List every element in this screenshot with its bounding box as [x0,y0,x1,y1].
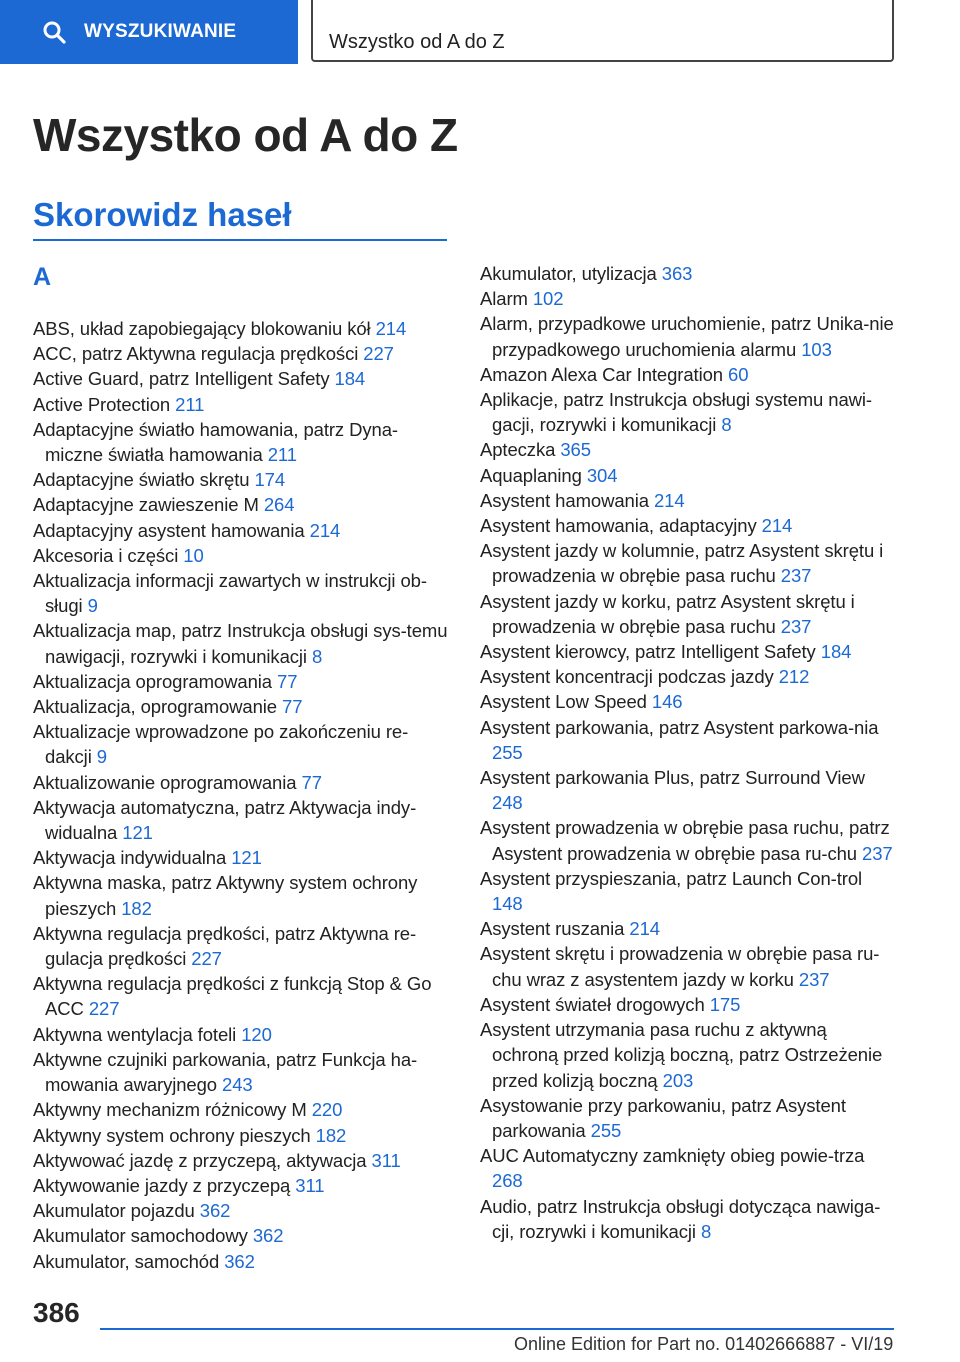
footer-divider [100,1328,894,1330]
index-entry [480,866,896,916]
index-entry-page-link[interactable]: 311 [371,1149,401,1171]
index-entry-text: Akumulator samochodowy [33,1225,248,1247]
index-entry-page-link[interactable]: 60 [728,363,749,385]
index-entry-text: Alarm, przypadkowe uruchomienie, patrz Unika-nie przypadkowego uruchomienia alarmu [480,313,894,360]
index-entry [33,341,449,366]
index-entry-page-link[interactable]: 212 [778,666,810,688]
index-entry [480,1093,896,1143]
index-entry-text: Aquaplaning [480,464,582,486]
index-entry-text: Asystent prowadzenia w obrębie pasa ruchu, patrz Asystent prowadzenia w obrębie pasa ru-chu [480,817,890,864]
index-entry [33,543,449,568]
index-entry-text: Aktywacja indywidualna [33,847,227,869]
index-entry-text: Aktywowanie jazdy z przyczepą [33,1174,291,1196]
index-entry [33,392,449,417]
search-tab-label: WYSZUKIWANIE [84,21,237,42]
index-entry-page-link[interactable]: 146 [651,691,683,713]
page-number: 386 [33,1297,80,1328]
index-entry-text: Aktualizacja, oprogramowanie [33,696,277,718]
index-entry [33,1022,449,1047]
index-entry-text: Asystent Low Speed [480,691,647,713]
index-entry [33,1148,449,1173]
index-entry-page-link[interactable]: 121 [231,847,262,869]
index-entry [33,1097,449,1122]
index-entry-text: Asystowanie przy parkowaniu, patrz Asystent parkowania [480,1094,846,1141]
index-entry-text: Aktywna maska, patrz Aktywny system ochrony pieszych [33,872,418,919]
index-entry-page-link[interactable]: 264 [263,494,295,516]
index-entry-text: Active Protection [33,393,171,415]
index-entry [480,513,896,538]
index-entry-page-link[interactable]: 77 [301,771,322,793]
index-entry [480,538,896,588]
index-entry-text: Asystent hamowania [480,489,649,511]
index-entry [480,437,896,462]
index-entry-page-link[interactable]: 304 [586,464,618,486]
index-entry-text: Adaptacyjny asystent hamowania [33,519,305,541]
index-entry [480,715,896,765]
index-entry-text: Aktywne czujniki parkowania, patrz Funkcja ha-mowania awaryjnego [33,1048,418,1096]
index-entry-page-link[interactable]: 255 [492,741,523,763]
top-navigation-bar [0,0,960,66]
index-entry-text: Asystent ruszania [480,918,625,940]
index-entry [480,916,896,941]
index-entry-page-link[interactable]: 268 [492,1170,523,1192]
index-entry [33,845,449,870]
index-entry-page-link[interactable]: 214 [309,519,341,541]
index-entry-page-link[interactable]: 227 [363,343,394,365]
index-entry-text: Amazon Alexa Car Integration [480,363,723,385]
index-entry [33,417,449,467]
index-entry-text: Asystent hamowania, adaptacyjny [480,515,757,537]
index-entry-page-link[interactable]: 311 [295,1174,325,1196]
index-entry-page-link[interactable]: 182 [315,1124,347,1146]
index-entry-text: Akumulator, samochód [33,1250,220,1272]
index-entry-text: Adaptacyjne światło skrętu [33,469,250,491]
index-entry [480,1194,896,1244]
index-entry [480,387,896,437]
search-tab-button[interactable] [0,0,298,64]
index-entry-page-link[interactable]: 362 [199,1200,231,1222]
index-entry [480,815,896,865]
index-letter-heading: A [33,263,52,291]
index-entry-page-link[interactable]: 8 [312,645,323,667]
index-entry-page-link[interactable]: 103 [801,338,832,360]
index-entry-page-link[interactable]: 184 [334,368,366,390]
index-entry [480,664,896,689]
index-entry-page-link[interactable]: 227 [191,948,222,970]
chapter-tab-label: Wszystko od A do Z [329,31,505,53]
index-entry-text: ABS, układ zapobiegający blokowaniu kół [33,318,371,339]
index-entry [33,568,449,618]
index-entry-text: Aktywna regulacja prędkości z funkcją Stop & Go ACC [33,973,432,1020]
index-entry [33,316,449,341]
index-entry-page-link[interactable]: 220 [311,1099,343,1121]
index-entry-page-link[interactable]: 182 [121,897,152,919]
index-entry-page-link[interactable]: 9 [87,595,98,617]
index-entry [33,366,449,391]
index-entry-text: Aktualizacja oprogramowania [33,670,272,692]
index-entry-page-link[interactable]: 8 [721,414,732,436]
page-title: Wszystko od A do Z [33,109,458,161]
index-entry-page-link[interactable]: 362 [252,1225,284,1247]
index-entry-page-link[interactable]: 77 [277,670,298,692]
index-entry [480,765,896,815]
index-entry-text: Asystent parkowania, patrz Asystent parkowa-nia [480,716,879,738]
index-entry [33,971,449,1021]
index-entry-text: Active Guard, patrz Intelligent Safety [33,368,330,390]
index-entry [480,941,896,991]
index-entry-page-link[interactable]: 237 [862,842,893,864]
index-entry-text: Aktualizowanie oprogramowania [33,771,297,793]
index-entry-page-link[interactable]: 243 [222,1074,253,1096]
index-entry-text: Akcesoria i części [33,544,179,566]
section-divider [33,239,447,241]
index-entry-page-link[interactable]: 255 [590,1119,622,1141]
index-entry-page-link[interactable]: 77 [282,696,303,718]
index-entry-page-link[interactable]: 237 [780,565,812,587]
index-entry [33,669,449,694]
index-entry-page-link[interactable]: 237 [798,968,830,990]
index-entry-page-link[interactable]: 10 [183,544,204,566]
index-entry-page-link[interactable]: 248 [492,792,523,814]
index-entry [33,467,449,492]
index-entry-text: Asystent jazdy w korku, patrz Asystent skrętu i prowadzenia w obrębie pasa ruchu [480,590,855,637]
index-entry [480,463,896,488]
index-entry-text: Asystent świateł drogowych [480,993,705,1015]
index-entry [33,1047,449,1097]
index-entry-text: Aplikacje, patrz Instrukcja obsługi systemu nawi-gacji, rozrywki i komunikacji [480,389,872,436]
index-entry [33,795,449,845]
index-entry-text: Aktywować jazdę z przyczepą, aktywacja [33,1149,367,1171]
index-entry-page-link[interactable]: 120 [241,1023,272,1045]
chapter-tab[interactable] [311,0,894,62]
index-entry-text: Asystent przyspieszania, patrz Launch Con-trol [480,867,863,889]
index-entry-text: Aktywny system ochrony pieszych [33,1124,311,1146]
search-icon [42,20,66,44]
index-entry-page-link[interactable]: 214 [761,515,793,537]
index-entry [480,488,896,513]
index-entry-text: Asystent skrętu i prowadzenia w obrębie pasa ru-chu wraz z asystentem jazdy w korku [480,943,880,990]
index-entry-page-link[interactable]: 237 [780,615,812,637]
index-entry-page-link[interactable]: 363 [661,263,693,284]
index-entry [33,719,449,769]
index-entry-text: Apteczka [480,439,556,461]
index-entry [480,689,896,714]
index-entry [33,492,449,517]
index-entry [480,1143,896,1193]
index-entry-text: Aktywna wentylacja foteli [33,1023,237,1045]
index-entry [33,870,449,920]
section-title: Skorowidz haseł [33,196,292,233]
index-entry [480,589,896,639]
index-entry-text: Adaptacyjne światło hamowania, patrz Dyna-miczne światła hamowania [33,418,398,466]
index-entry-text: Aktywny mechanizm różnicowy M [33,1099,307,1121]
index-entry [480,286,896,311]
index-column-right [480,261,896,1244]
index-entry-page-link[interactable]: 174 [254,469,286,491]
index-entry-page-link[interactable]: 121 [122,822,153,844]
index-entry [33,694,449,719]
index-entry-text: Asystent jazdy w kolumnie, patrz Asystent skrętu i prowadzenia w obrębie pasa ruchu [480,540,884,587]
index-entry-page-link[interactable]: 211 [175,393,205,415]
index-entry [33,1198,449,1223]
index-entry-page-link[interactable]: 214 [629,918,660,940]
index-entry-page-link[interactable]: 203 [662,1069,694,1091]
index-entry-page-link[interactable]: 365 [560,439,591,461]
index-entry-page-link[interactable]: 9 [96,746,107,768]
index-entry [33,921,449,971]
footer-edition-text: Online Edition for Part no. 01402666887 - VI/19 [514,1334,894,1354]
index-entry-page-link[interactable]: 184 [820,641,852,663]
index-entry-text: Asystent parkowania Plus, patrz Surround View [480,767,865,789]
index-entry-text: Aktywna regulacja prędkości, patrz Aktywna re-gulacja prędkości [33,922,417,970]
index-entry-text: ACC, patrz Aktywna regulacja prędkości [33,343,359,365]
index-entry-page-link[interactable]: 175 [709,993,741,1015]
index-entry [33,1249,449,1274]
index-entry [33,518,449,543]
index-entry-text: Asystent utrzymania pasa ruchu z aktywną ochroną przed kolizją boczną, patrz Ostrzeżenie przed kolizją boczną [480,1019,883,1091]
index-entry-text: Aktywacja automatyczna, patrz Aktywacja indy-widualna [33,796,417,844]
index-entry-page-link[interactable]: 214 [653,489,685,511]
index-entry-page-link[interactable]: 214 [375,318,407,339]
index-entry-text: Audio, patrz Instrukcja obsługi dotycząca nawiga-cji, rozrywki i komunikacji [480,1195,881,1242]
index-entry-page-link[interactable]: 211 [267,444,297,466]
index-entry [480,992,896,1017]
index-entry [33,618,449,668]
index-entry-text: AUC Automatyczny zamknięty obieg powie-trza [480,1145,865,1167]
index-entry-text: Aktualizacje wprowadzone po zakończeniu re-dakcji [33,721,409,768]
index-entry-text: Akumulator, utylizacja [480,263,657,284]
index-entry-page-link[interactable]: 8 [700,1220,712,1242]
index-entry-text: Alarm [480,288,528,310]
index-entry [33,1223,449,1248]
index-entry [480,639,896,664]
index-entry-page-link[interactable]: 148 [492,893,523,915]
index-entry [33,1173,449,1198]
index-entry-text: Aktualizacja informacji zawartych w instrukcji ob-sługi [33,570,427,617]
index-entry [480,261,896,286]
index-entry-page-link[interactable]: 227 [88,998,120,1020]
index-entry-text: Akumulator pojazdu [33,1200,195,1222]
index-entry-text: Asystent koncentracji podczas jazdy [480,666,774,688]
index-entry-text: Adaptacyjne zawieszenie M [33,494,259,516]
index-entry [480,311,896,361]
index-entry-text: Aktualizacja map, patrz Instrukcja obsługi sys-temu nawigacji, rozrywki i komunikacji [33,620,448,667]
index-entry [33,770,449,795]
index-entry-text: Asystent kierowcy, patrz Intelligent Safety [480,641,816,663]
index-column-left [33,316,449,1274]
index-entry-page-link[interactable]: 102 [532,288,564,310]
index-entry [480,1017,896,1093]
index-entry [33,1123,449,1148]
index-entry [480,362,896,387]
index-entry-page-link[interactable]: 362 [224,1250,255,1272]
